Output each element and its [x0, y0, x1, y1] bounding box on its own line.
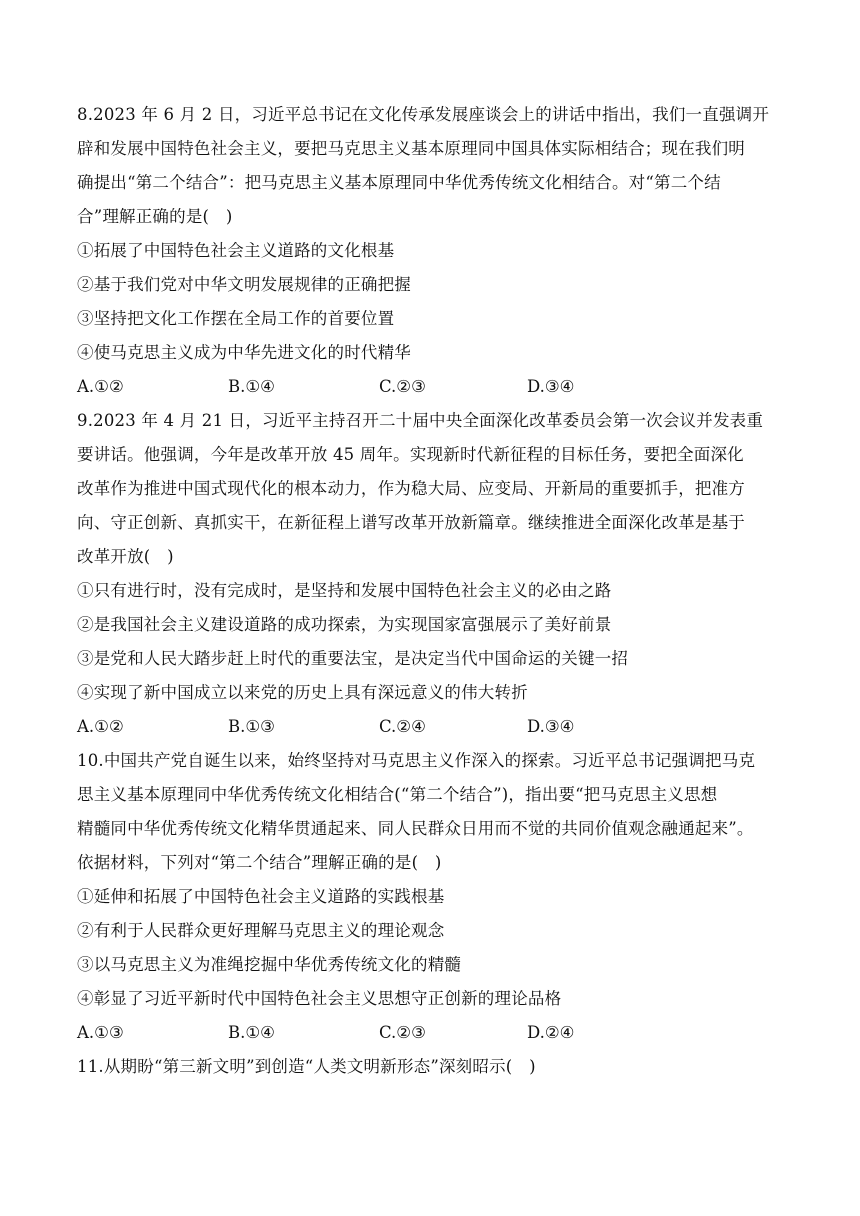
q10-option-c: C.②③: [379, 1023, 426, 1042]
q9-stem-line-4: 向、守正创新、真抓实干，在新征程上谱写改革开放新篇章。继续推进全面深化改革是基于: [77, 513, 745, 532]
q9-option-b: B.①③: [228, 717, 275, 736]
q10-item-4: ④彰显了习近平新时代中国特色社会主义思想守正创新的理论品格: [77, 989, 562, 1008]
q8-stem-line-2: 辟和发展中国特色社会主义，要把马克思主义基本原理同中国具体实际相结合；现在我们明: [77, 139, 745, 158]
q10-option-b: B.①④: [228, 1023, 275, 1042]
q8-item-4: ④使马克思主义成为中华先进文化的时代精华: [77, 343, 411, 362]
q8-option-b: B.①④: [228, 377, 275, 396]
q9-stem-line-5: 改革开放( ): [77, 547, 174, 566]
q10-stem-line-3: 精髓同中华优秀传统文化精华贯通起来、同人民群众日用而不觉的共同价值观念融通起来”。: [77, 819, 754, 838]
q8-item-3: ③坚持把文化工作摆在全局工作的首要位置: [77, 309, 395, 328]
q10-item-1: ①延伸和拓展了中国特色社会主义道路的实践根基: [77, 887, 445, 906]
q9-item-3: ③是党和人民大踏步赶上时代的重要法宝，是决定当代中国命运的关键一招: [77, 649, 629, 668]
q9-stem-line-3: 改革作为推进中国式现代化的根本动力，作为稳大局、应变局、开新局的重要抓手，把准方: [77, 479, 745, 498]
q11-stem-line-1: 11.从期盼“第三新文明”到创造“人类文明新形态”深刻昭示( ): [77, 1057, 536, 1076]
q10-option-d: D.②④: [527, 1023, 575, 1042]
q9-option-a: A.①②: [77, 717, 124, 736]
q9-stem-line-2: 要讲话。他强调，今年是改革开放 45 周年。实现新时代新征程的目标任务，要把全面深化: [77, 445, 744, 464]
q9-item-1: ①只有进行时，没有完成时，是坚持和发展中国特色社会主义的必由之路: [77, 581, 612, 600]
q10-option-a: A.①③: [77, 1023, 124, 1042]
q9-item-2: ②是我国社会主义建设道路的成功探索，为实现国家富强展示了美好前景: [77, 615, 612, 634]
q9-stem-line-1: 9.2023 年 4 月 21 日，习近平主持召开二十届中央全面深化改革委员会第一次会议并发表重: [77, 411, 764, 430]
q9-option-c: C.②④: [379, 717, 426, 736]
q8-stem-line-1: 8.2023 年 6 月 2 日，习近平总书记在文化传承发展座谈会上的讲话中指出，我们一直强调开: [77, 105, 770, 124]
q8-option-a: A.①②: [77, 377, 124, 396]
q10-item-2: ②有利于人民群众更好理解马克思主义的理论观念: [77, 921, 445, 940]
q8-item-2: ②基于我们党对中华文明发展规律的正确把握: [77, 275, 411, 294]
q8-option-c: C.②③: [379, 377, 426, 396]
q10-stem-line-4: 依据材料，下列对“第二个结合”理解正确的是( ): [77, 853, 442, 872]
q9-option-d: D.③④: [527, 717, 575, 736]
q8-option-d: D.③④: [527, 377, 575, 396]
q9-item-4: ④实现了新中国成立以来党的历史上具有深远意义的伟大转折: [77, 683, 528, 702]
q10-item-3: ③以马克思主义为准绳挖掘中华优秀传统文化的精髓: [77, 955, 462, 974]
q8-stem-line-3: 确提出“第二个结合”：把马克思主义基本原理同中华优秀传统文化相结合。对“第二个结: [77, 173, 721, 192]
q10-stem-line-2: 思主义基本原理同中华优秀传统文化相结合(“第二个结合”)，指出要“把马克思主义思想: [77, 785, 718, 804]
q10-stem-line-1: 10.中国共产党自诞生以来，始终坚持对马克思主义作深入的探索。习近平总书记强调把马克: [77, 751, 756, 770]
q8-item-1: ①拓展了中国特色社会主义道路的文化根基: [77, 241, 395, 260]
q8-stem-line-4: 合”理解正确的是( ): [77, 207, 233, 226]
